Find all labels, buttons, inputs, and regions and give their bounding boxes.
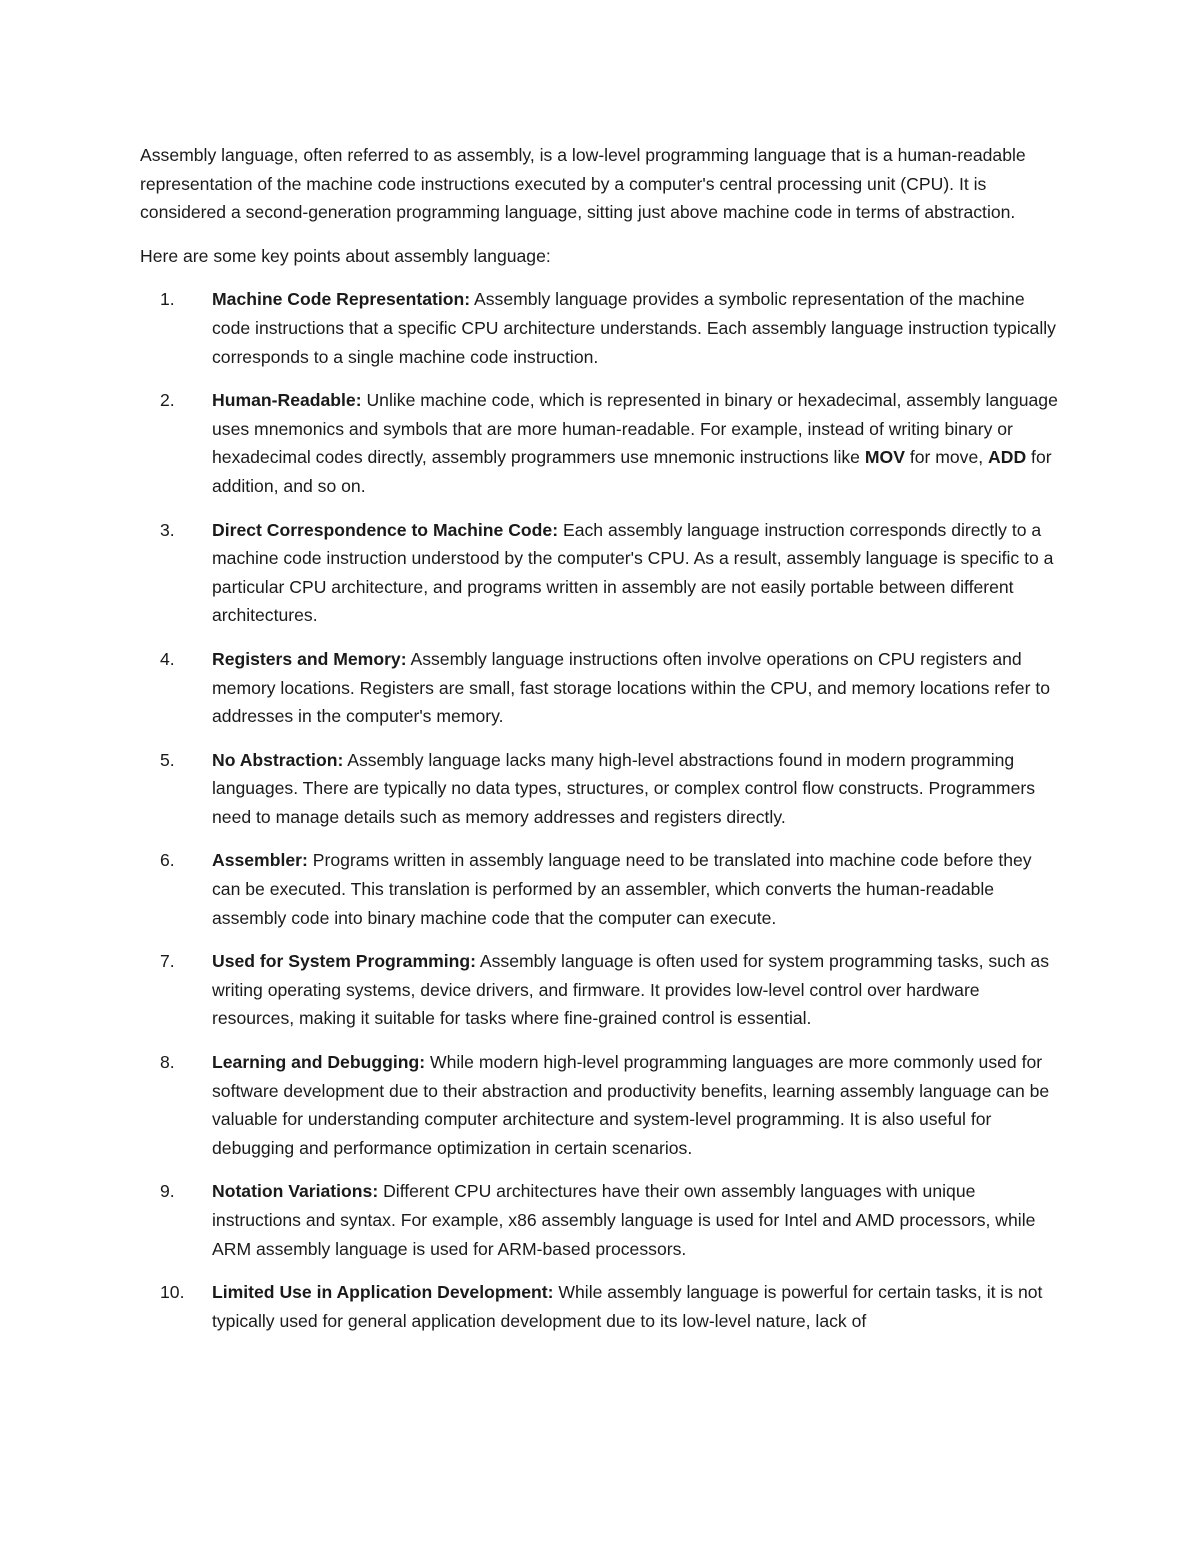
mnemonic-mov: MOV bbox=[864, 447, 905, 468]
item-number: 6. bbox=[160, 850, 175, 871]
item-term: Direct Correspondence to Machine Code: bbox=[212, 519, 559, 540]
mnemonic-add: ADD bbox=[988, 447, 1027, 468]
item-text: for addition, and so on. bbox=[212, 447, 1052, 496]
item-text: Assembly language provides a symbolic representation of the machine code instructions that a specific CPU architecture understands. Each assembly language instruction typically corresponds to a single machine code instruction. bbox=[212, 289, 1056, 367]
item-term: Used for System Programming: bbox=[212, 951, 476, 972]
item-text: Different CPU architectures have their own assembly languages with unique instructions and syntax. For example, x86 assembly language is used for Intel and AMD processors, while ARM assembly language is used for ARM-based processors. bbox=[212, 1181, 1036, 1259]
item-text: Assembly language lacks many high-level abstractions found in modern programming languages. There are typically no data types, structures, or complex control flow constructs. Programmers need to manage details such as memory addresses and registers directly. bbox=[212, 749, 1036, 827]
item-number: 4. bbox=[160, 648, 175, 669]
item-term: Machine Code Representation: bbox=[212, 289, 471, 310]
list-item bbox=[140, 1278, 1060, 1335]
item-number: 9. bbox=[160, 1181, 175, 1202]
key-points-list bbox=[140, 285, 1060, 1335]
item-number: 5. bbox=[160, 749, 175, 770]
item-term: Assembler: bbox=[212, 850, 308, 871]
lead-in-sentence: Here are some key points about assembly language: bbox=[140, 245, 551, 266]
list-item bbox=[140, 516, 1060, 630]
item-term: No Abstraction: bbox=[212, 749, 344, 770]
list-item bbox=[140, 846, 1060, 932]
item-term: Learning and Debugging: bbox=[212, 1052, 426, 1073]
list-item bbox=[140, 386, 1060, 500]
item-text: Assembly language instructions often involve operations on CPU registers and memory locations. Registers are small, fast storage locations within the CPU, and memory locations refer to addresses in the computer's memory. bbox=[212, 648, 1050, 727]
intro-paragraph: Assembly language, often referred to as assembly, is a low-level programming language that is a human-readable representation of the machine code instructions executed by a computer's central processing unit (CPU). It is considered a second-generation programming language, sitting just above machine code in terms of abstraction. bbox=[140, 145, 1026, 223]
item-number: 2. bbox=[160, 390, 175, 411]
list-item bbox=[140, 947, 1060, 1033]
item-text: Unlike machine code, which is represented in binary or hexadecimal, assembly language uses mnemonics and symbols that are more human-readable. For example, instead of writing binary or hexadecimal codes directly, assembly programmers use mnemonic instructions like bbox=[212, 390, 1058, 468]
item-number: 7. bbox=[160, 951, 175, 972]
item-term: Notation Variations: bbox=[212, 1181, 379, 1202]
list-item bbox=[140, 285, 1060, 371]
item-number: 1. bbox=[160, 289, 175, 310]
item-term: Limited Use in Application Development: bbox=[212, 1282, 554, 1303]
item-number: 3. bbox=[160, 519, 175, 540]
item-text: Each assembly language instruction corresponds directly to a machine code instruction understood by the computer's CPU. As a result, assembly language is specific to a particular CPU architecture, and programs written in assembly are not easily portable between different architectures. bbox=[212, 519, 1054, 626]
item-text: for move, bbox=[904, 447, 989, 468]
item-text: While modern high-level programming languages are more commonly used for software development due to their abstraction and productivity benefits, learning assembly language can be valuable for understanding computer architecture and system-level programming. It is also useful for debugging and performance optimization in certain scenarios. bbox=[212, 1052, 1050, 1158]
item-term: Registers and Memory: bbox=[212, 648, 407, 669]
item-text: While assembly language is powerful for certain tasks, it is not typically used for general application development due to its low-level nature, lack of bbox=[212, 1282, 1043, 1331]
item-number: 8. bbox=[160, 1052, 175, 1073]
list-item bbox=[140, 746, 1060, 832]
list-item bbox=[140, 1048, 1060, 1162]
document-body bbox=[140, 141, 1060, 1350]
list-item bbox=[140, 1177, 1060, 1263]
item-text: Programs written in assembly language need to be translated into machine code before they can be executed. This translation is performed by an assembler, which converts the human-readable assembly code into binary machine code that the computer can execute. bbox=[212, 850, 1032, 928]
item-number: 10. bbox=[160, 1282, 185, 1303]
item-term: Human-Readable: bbox=[212, 390, 362, 411]
list-item bbox=[140, 645, 1060, 731]
item-text: Assembly language is often used for system programming tasks, such as writing operating systems, device drivers, and firmware. It provides low-level control over hardware resources, making it suitable for tasks where fine-grained control is essential. bbox=[212, 951, 1050, 1029]
